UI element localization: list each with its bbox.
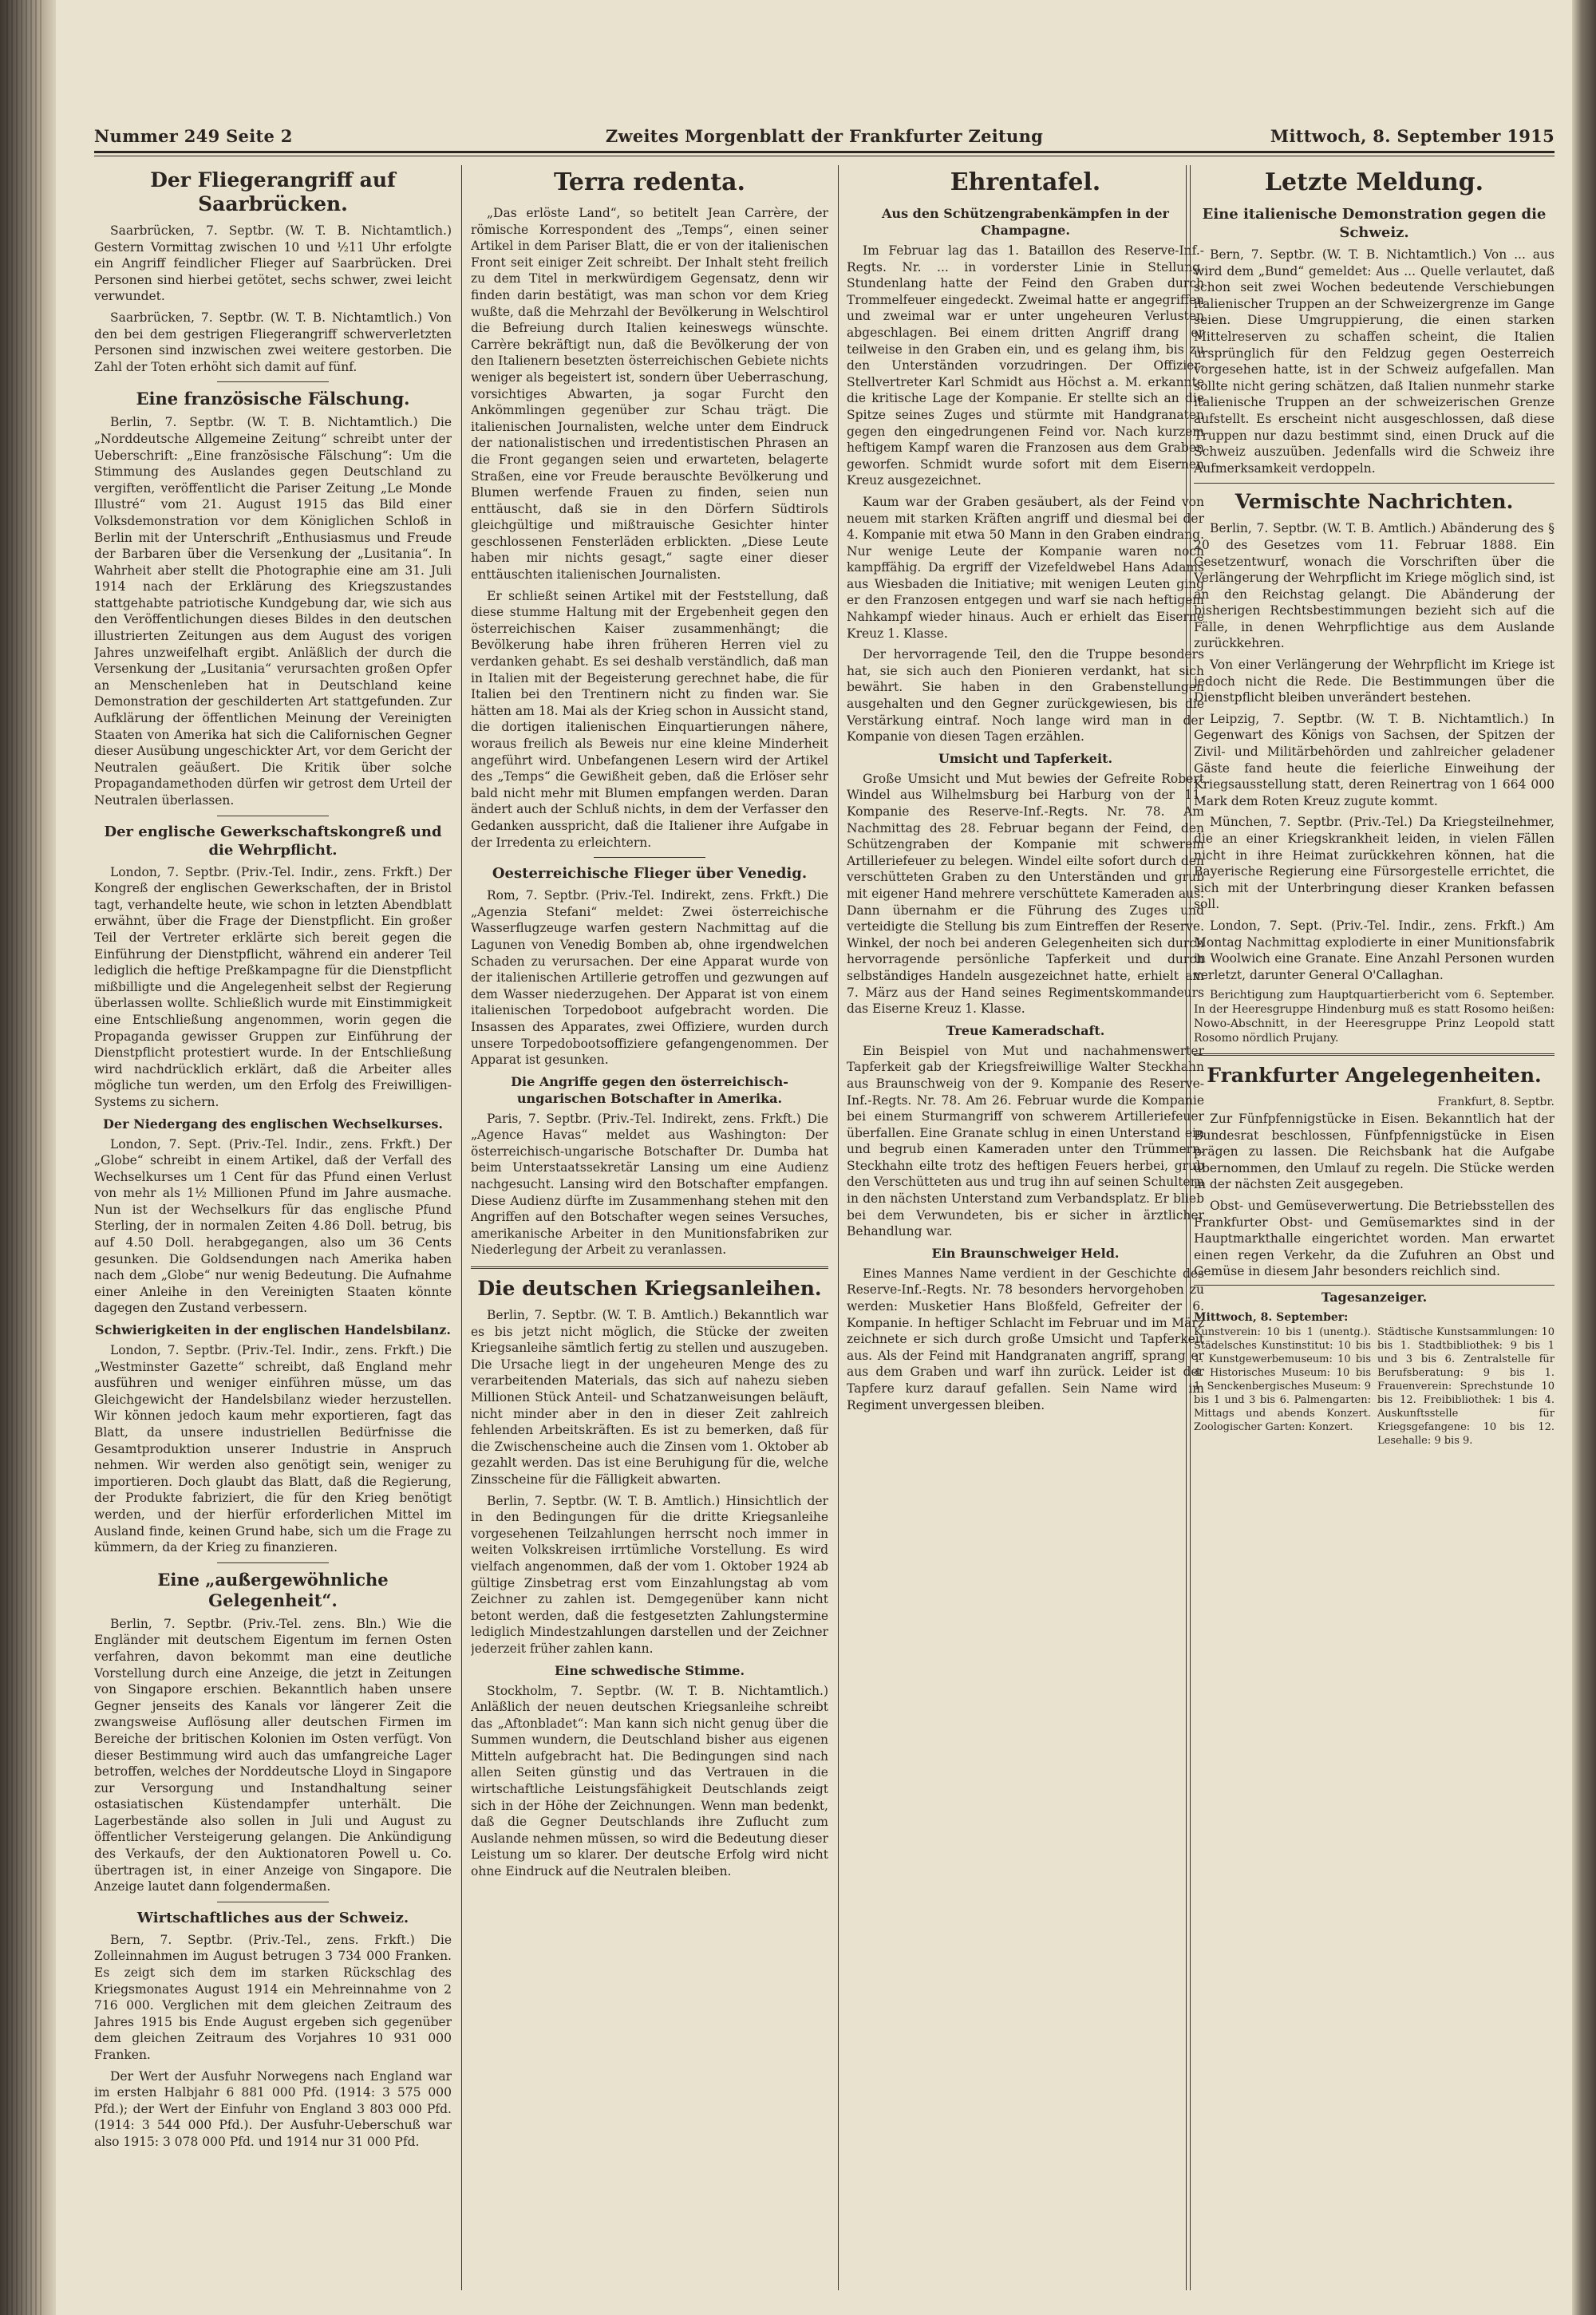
headline-braunschweiger-held: Ein Braunschweiger Held. bbox=[931, 1245, 1120, 1261]
article-text: „Das erlöste Land“, so betitelt Jean Carrère, der römische Korrespondent des „Temps“, einen seiner Artikel in dem Pariser Blatt, die er von der italienischen Front seit einiger Zeit schreibt. Der Inhalt steht freilich zu dem Titel in merkwürdigem Gegensatz, denn wir finden darin bestätigt, was man schon vor dem Krieg wußte, daß die Mehrzahl der Bevölkerung in Welschtirol die Befreiung durch Italien keineswegs wünschte. Carrère bekräftigt nun, daß die Bevölkerung der von den Italienern besetzten österreichischen Gebiete nichts weniger als begeistert ist, sondern über Ueberraschung, vorsichtiges Abwarten, ja sogar Furcht den Ankömmlingen gegenüber zur Schau trägt. Die italienischen Journalisten, welche unter dem Eindruck der nationalistischen und irredentistischen Phrasen an die Front gegangen seien und erwarteten, belagerte Straßen, eine vor Freude berauschte Bevölkerung und Blumen werfende Frauen zu finden, seien nun enttäuscht, daß sie in den Dörfern Südtirols gleichgültige und mißtrauische Gesichter hinter geschlossenen Fensterläden erblickten. „Diese Leute haben mir nichts gesagt,“ sagte einer dieser enttäuschten italienischen Journalisten. bbox=[471, 206, 828, 583]
column-3 bbox=[847, 165, 1204, 2290]
article-text: Berlin, 7. Septbr. (W. T. B. Amtlich.) Abänderung des § 20 des Gesetzes vom 11. Februar 1888. Ein Gesetzentwurf, wonach die Vorschriften über die Verlängerung der Wehrpflicht im Kriege möglich sind, ist an den Reichstag gelangt. Die Abänderung der bisherigen Rechtsbestimmungen bezieht sich auf die Fälle, in denen Wehrpflichtige aus dem Auslande zurückkehren. bbox=[1194, 521, 1555, 651]
article-text: Berlin, 7. Septbr. (W. T. B. Amtlich.) Bekanntlich war es bis jetzt nicht möglich, die Stücke der zweiten Kriegsanleihe sämtlich fertig zu stellen und auszugeben. Die Ursache liegt in der ungeheuren Menge des zu verarbeitenden Materials, das sich auf nahezu sieben Millionen Stück Anteil- und Schatzanweisungen beläuft, nicht minder aber in den in dieser Zeit zahlreich fehlenden Arbeitskräften. Es ist zu bemerken, daß für die Zwischenscheine auch die Zinsen vom 1. Oktober ab gezahlt werden. Das ist eine Beruhigung für die, welche Zinsscheine für die Fälligkeit abwarten. bbox=[471, 1308, 828, 1487]
column-1 bbox=[94, 165, 452, 2290]
subheadline-demonstration: Eine italienische Demonstration gegen die Schweiz. bbox=[1202, 206, 1547, 241]
column-rule bbox=[838, 165, 839, 2290]
article-text: Kaum war der Graben gesäubert, als der Feind von neuem mit starken Kräften angriff und diesmal bei der 4. Kompanie mit etwa 50 Mann in den Graben eindrang. Nur wenige Leute der Kompanie waren noch kampffähig. Da ergriff der Vizefeldwebel Hans Adams aus Wiesbaden die Initiative; mit wenigen Leuten ging er den Franzosen entgegen und warf sie nach heftigem Nahkampf wieder hinaus. Auch er erhielt das Eiserne Kreuz 1. Klasse. bbox=[847, 494, 1204, 641]
article-text: Er schließt seinen Artikel mit der Feststellung, daß diese stumme Haltung mit der Ergebenheit gegen den österreichischen Kaiser zusammenhängt; die Bevölkerung habe ihren früheren Herren viel zu verdanken gehabt. Es sei deshalb verständlich, daß man in Italien mit der Begeisterung gerechnet habe, die für Italien bei den Trentinern nicht zu finden war. Sie hätten am 18. Mai als der Krieg schon in Aussicht stand, die dortigen italienischen Einquartierungen nähere, woraus freilich als Beweis nur eine kleine Minderheit angeführt wird. Unbefangenen Lesern wird der Artikel des „Temps“ die Gewißheit geben, daß die Erlöser sehr bald nicht mehr mit Blumen empfangen werden. Daran ändert auch der Schluß nichts, in dem der Verfasser den Gedanken ausspricht, daß die Italiener ihre Aufgabe in der Irredenta zu erleichtern. bbox=[471, 588, 828, 850]
article-text: Zur Fünfpfennigstücke in Eisen. Bekanntlich hat der Bundesrat beschlossen, Fünfpfennigstücke in Eisen prägen zu lassen. Die Reichsbank hat die Aufgabe übernommen, den Umlauf zu regeln. Die Stücke werden in der nächsten Zeit ausgegeben. bbox=[1194, 1111, 1555, 1192]
separator bbox=[217, 1562, 329, 1563]
newspaper-page bbox=[94, 100, 1555, 2290]
separator bbox=[1194, 1285, 1555, 1286]
dateline: Frankfurt, 8. Septbr. bbox=[1437, 1096, 1555, 1109]
masthead-date: Mittwoch, 8. September 1915 bbox=[1270, 126, 1555, 146]
separator bbox=[1194, 483, 1555, 484]
article-text: London, 7. Sept. (Priv.-Tel. Indir., zens. Frkft.) Der „Globe“ schreibt in einem Artikel, daß der Verfall des Wechselkurses um 1 Cent für das Pfund einen Verlust von mehr als 1½ Millionen Pfund im Jahre ausmache. Nun ist der Wechselkurs für das englische Pfund Sterling, der in normalen Zeiten 4.86 Doll. betrug, bis auf 4.50 Doll. herabgegangen, also um 36 Cents gesunken. Die Goldsendungen nach Amerika haben nach dem „Globe“ nur wenig Bedeutung. Die Aufnahme einer Anleihe in den Vereinigten Staaten könnte dagegen den Zustand verbessern. bbox=[94, 1136, 452, 1316]
headline-ehrentafel: Ehrentafel. bbox=[950, 168, 1101, 196]
double-rule bbox=[1194, 1053, 1555, 1056]
headline-kameradschaft: Treue Kameradschaft. bbox=[946, 1022, 1105, 1038]
headline-letzte-meldung: Letzte Meldung. bbox=[1264, 168, 1484, 196]
headline-faelschung: Eine französische Fälschung. bbox=[136, 389, 410, 409]
headline-flieger-venedig: Oesterreichische Flieger über Venedig. bbox=[492, 865, 808, 883]
masthead-title: Zweites Morgenblatt der Frankfurter Zeitung bbox=[605, 126, 1044, 146]
article-text: München, 7. Septbr. (Priv.-Tel.) Da Kriegsteilnehmer, die an einer Kriegskrankheit leiden, in vielen Fällen nicht in ihre Heimat zurückkehren können, hat die Bayerische Regierung eine Fürsorgestelle errichtet, die sich mit der Unterbringung dieser Kranken befassen soll. bbox=[1194, 815, 1555, 912]
masthead-rule bbox=[94, 151, 1555, 153]
column-rule bbox=[461, 165, 462, 2290]
article-text: Obst- und Gemüseverwertung. Die Betriebsstellen des Frankfurter Obst- und Gemüsemarktes sind in der Hauptmarkthalle eingerichtet worden. Man erwartet einen regen Verkehr, da die Zufuhren an Obst und Gemüse in diesem Jahr besonders reichlich sind. bbox=[1194, 1198, 1555, 1279]
headline-saarbruecken: Der Fliegerangriff auf Saarbrücken. bbox=[150, 168, 396, 215]
article-text: Ein Beispiel von Mut und nachahmenswerter Tapferkeit gab der Kriegsfreiwillige Walter Steckhahn aus Braunschweig von der 9. Kompanie des Reserve-Inf.-Regts. Nr. 78. Am 26. Februar wurde die Kompanie bei einem Sturmangriff von schwerem Artilleriefeuer überfallen. Eine Granate schlug in einen Unterstand ein und begrub einen Kameraden unter den Trümmern. Steckhahn eilte trotz des heftigen Feuers herbei, grub den Verschütteten aus und trug ihn auf seinen Schultern in den nächsten Unterstand zum Verbandsplatz. Er blieb bei dem Verwundeten, bis er sicher in ärztlicher Behandlung war. bbox=[847, 1043, 1204, 1239]
headline-gelegenheit: Eine „außergewöhnliche Gelegenheit“. bbox=[157, 1569, 389, 1610]
page-edge bbox=[1572, 0, 1596, 2315]
article-text: Von einer Verlängerung der Wehrpflicht im Kriege ist jedoch nicht die Rede. Die Bestimmungen über die Dienstpflicht bleiben unverändert bestehen. bbox=[1194, 658, 1555, 705]
subheadline-champagne: Aus den Schützengrabenkämpfen in der Champagne. bbox=[882, 206, 1169, 238]
article-text: Stockholm, 7. Septbr. (W. T. B. Nichtamtlich.) Anläßlich der neuen deutschen Kriegsanleihe schreibt das „Aftonbladet“: Man kann sich nicht genug über die Summen wundern, die Deutschland bisher aus eigenen Mitteln aufgebracht hat. Die Bedingungen sind nach allen Seiten günstig und das Vertrauen in die wirtschaftliche Leistungsfähigkeit Deutschlands zeigt sich in der Höhe der Zeichnungen. Wenn man bedenkt, daß die Gegner Deutschlands ihre Zuflucht zum Auslande nehmen müssen, so wird die Bedeutung dieser Leistung um so klarer. Der deutsche Erfolg wird nicht ohne Eindruck auf die Neutralen bleiben. bbox=[471, 1683, 828, 1879]
article-text: London, 7. Sept. (Priv.-Tel. Indir., zens. Frkft.) Am Montag Nachmittag explodierte in einer Munitionsfabrik in Woolwich eine Granate. Eine Anzahl Personen wurden verletzt, darunter General O'Callaghan. bbox=[1194, 918, 1555, 982]
headline-kriegsanleihen: Die deutschen Kriegsanleihen. bbox=[477, 1277, 822, 1301]
headline-wechselkurs: Der Niedergang des englischen Wechselkurses. bbox=[103, 1116, 443, 1132]
article-text: London, 7. Septbr. (Priv.-Tel. Indir., zens. Frkft.) Der Kongreß der englischen Gewerkschaften, der in Bristol tagt, verhandelte heute, wie schon in letzten Abendblatt erwähnt, über die Frage der Dienstpflicht. Ein großer Teil der Vertreter erklärte sich bereit gegen die Einführung der Dienstpflicht, während ein anderer Teil lediglich die heftige Preßkampagne für die Dienstpflicht mißbilligte und die Angelegenheit selbst der Regierung überlassen wollte. Schließlich wurde mit Einstimmigkeit eine Entschließung angenommen, worin gegen die Propaganda gewisser Gruppen zur Einführung der Dienstpflicht protestiert wurde. In der Entschließung wird nachdrücklich erklärt, daß die Arbeiter alles mögliche tun werden, um den Erfolg des Freiwilligen-Systems zu sichern. bbox=[94, 864, 452, 1109]
schedule-columns bbox=[1194, 1325, 1555, 1448]
article-text: Große Umsicht und Mut bewies der Gefreite Robert Windel aus Wilhelmsburg bei Harburg von der 11. Kompanie des Reserve-Inf.-Regts. Nr. 78. Am Nachmittag des 28. Februar begann der Feind, den Schützengraben der Kompanie mit schwerem Artilleriefeuer zu belegen. Windel eilte sofort durch den verschütteten Graben zu den Unterständen und grub mit eigener Hand mehrere verschüttete Kameraden aus. Dann übernahm er die Führung des Zuges und verteidigte die Stellung bis zum Eintreffen der Reserve. Winkel, der noch bei anderen Gelegenheiten sich durch hervorragende persönliche Tapferkeit und durch selbständiges Handeln ausgezeichnet hatte, erhielt am 7. März aus der Hand seines Regimentskommandeurs das Eiserne Kreuz 1. Klasse. bbox=[847, 771, 1204, 1017]
article-text: Rom, 7. Septbr. (Priv.-Tel. Indirekt, zens. Frkft.) Die „Agenzia Stefani“ meldet: Zwei österreichische Wasserflugzeuge warfen gestern Nachmittag auf die Lagunen von Venedig Bomben ab, ohne irgendwelchen Schaden zu verursachen. Der eine Apparat wurde von der italienischen Artillerie getroffen und gezwungen auf dem Wasser niederzugehen. Der Apparat ist von einem italienischen Torpedoboot aufgebracht worden. Die Insassen des Apparates, zwei Offiziere, wurden durch unsere Torpedobootsoffiziere gefangengenommen. Der Apparat ist gesunken. bbox=[471, 888, 828, 1068]
schedule-left: Kunstverein: 10 bis 1 (unentg.). Städelsches Kunstinstitut: 10 bis 1. Kunstgewerbemuseum: 10 bis 4. Historisches Museum: 10 bis 1. Senckenbergisches Museum: 9 bis 1 und 3 bis 6. Palmengarten: Mittags und abends Konzert. Zoologischer Garten: Konzert. bbox=[1194, 1326, 1371, 1434]
headline-gewerkschaft: Der englische Gewerkschaftskongreß und die Wehrpflicht. bbox=[104, 823, 442, 859]
masthead bbox=[94, 117, 1555, 146]
headline-tagesanzeiger: Tagesanzeiger. bbox=[1321, 1289, 1428, 1305]
binding-stitches bbox=[6, 0, 41, 2315]
article-text: Berlin, 7. Septbr. (W. T. B. Nichtamtlich.) Die „Norddeutsche Allgemeine Zeitung“ schreibt unter der Ueberschrift: „Eine französische Fälschung“: Um die Stimmung des Auslandes gegen Deutschland zu vergiften, veröffentlicht die Pariser Zeitung „Le Monde Illustré“ vom 21. August 1915 das Bild einer Volksdemonstration vor dem Königlichen Schloß in Berlin mit der Unterschrift „Enthusiasmus und Freude der Barbaren über die Versenkung der „Lusitania“. In Wahrheit aber stellt die Photographie eine am 31. Juli 1914 nach der Erklärung des Kriegszustandes stattgehabte patriotische Kundgebung dar, wie sich aus den Veröffentlichungen dieses Bildes in den deutschen illustrierten Zeitungen aus dem August des vorigen Jahres unzweifelhaft ergibt. Anläßlich der durch die Versenkung der „Lusitania“ verursachten großen Opfer an Menschenleben hat in Deutschland keine Demonstration der geschilderten Art stattgefunden. Zur Aufklärung der öffentlichen Meinung der Vereinigten Staaten von Amerika hat sich die Californischen Gegner dieser Ausübung ungeschickter Art, vor dem Gericht der Neutralen geäußert. Die Kritik über solche Propagandamethoden dürfen wir getrost dem Urteil der Neutralen überlassen. bbox=[94, 415, 452, 808]
headline-terra-redenta: Terra redenta. bbox=[554, 168, 745, 196]
headline-botschafter: Die Angriffe gegen den österreichisch-ungarischen Botschafter in Amerika. bbox=[511, 1073, 788, 1106]
article-text: Berlin, 7. Septbr. (W. T. B. Amtlich.) Hinsichtlich der in den Bedingungen für die dritte Kriegsanleihe vorgesehenen Teilzahlungen herrscht noch immer in weiten Volkskreisen irrtümliche Vorstellung. Es wird vielfach angenommen, daß der vom 1. Oktober 1924 ab gültige Zinsbetrag erst vom Einzahlungstag ab vom Zeichner zu zahlen ist. Demgegenüber kann nicht betont werden, daß die festgesetzten Zahlungstermine lediglich Mindestzahlungen darstellen und der Zeichner jederzeit früher zahlen kann. bbox=[471, 1493, 828, 1656]
headline-umsicht: Umsicht und Tapferkeit. bbox=[938, 750, 1113, 766]
separator bbox=[217, 381, 329, 382]
article-text: Bern, 7. Septbr. (W. T. B. Nichtamtlich.) Von ... aus wird dem „Bund“ gemeldet: Aus ... Quelle verlautet, daß schon seit zwei Wochen bedeutende Verschiebungen italienischer Truppen an der Schweizergrenze im Gange seien. Diese Umgruppierung, die einen starken Mittelreserven zu schaffen scheint, die Italien ursprünglich für den Feldzug gegen Oesterreich vorgesehen hatte, ist in der Schweiz aufgefallen. Man sollte nicht gering schätzen, daß Italien nunmehr starke italienische Truppen an der schweizerischen Grenze aufstellt. Es erscheint nicht ausgeschlossen, daß diese Truppen nur dazu bestimmt sind, einen Druck auf die Schweiz auszuüben. Jedenfalls wird die Schweiz ihre Aufmerksamkeit verdoppeln. bbox=[1194, 247, 1555, 476]
article-text: Berlin, 7. Septbr. (Priv.-Tel. zens. Bln.) Wie die Engländer mit deutschem Eigentum im fernen Osten verfahren, davon bekommt man eine deutliche Vorstellung durch eine Anzeige, die jetzt in Zeitungen von Singapore erschien. Bekanntlich haben unsere Gegner jenseits des Kanals vor längerer Zeit die zwangsweise Auflösung aller deutschen Firmen im Bereiche der britischen Kolonien im Osten verfügt. Von dieser Bestimmung wird auch das umfangreiche Lager betroffen, welches der Norddeutsche Lloyd in Singapore zur Versorgung und Instandhaltung seiner ostasiatischen Küstendampfer unterhält. Die Lagerbestände also sollen in Juli und August zu öffentlicher Versteigerung gelangen. Die Ankündigung des Verkaufs, der den Auktionatoren Powell u. Co. übertragen ist, in einer Anzeige von Singapore. Die Anzeige lautet dann folgendermaßen. bbox=[94, 1616, 452, 1894]
article-text: Paris, 7. Septbr. (Priv.-Tel. Indirekt, zens. Frkft.) Die „Agence Havas“ meldet aus Washington: Der österreichisch-ungarische Botschafter Dr. Dumba hat beim Unterstaatssekretär Lansing um eine Audienz nachgesucht. Lansing wird den Botschafter empfangen. Diese Audienz dürfte im Zusammenhang stehen mit den Angriffen auf den Botschafter wegen seines Versuches, amerikanische Arbeiter in den Munitionsfabriken zur Niederlegung der Arbeit zu veranlassen. bbox=[471, 1111, 828, 1258]
headline-schweiz: Wirtschaftliches aus der Schweiz. bbox=[136, 1909, 409, 1926]
double-rule bbox=[471, 1266, 828, 1269]
schedule-right: Städtische Kunstsammlungen: 10 bis 1. Stadtbibliothek: 9 bis 1 und 3 bis 6. Zentralstelle für Berufsberatung: 9 bis 1. Frauenverein: Sprechstunde 10 bis 12. Freibibliothek: 1 bis 4. Auskunftsstelle für Kriegsgefangene: 10 bis 12. Lesehalle: 9 bis 9. bbox=[1377, 1326, 1555, 1448]
article-text: Bern, 7. Septbr. (Priv.-Tel., zens. Frkft.) Die Zolleinnahmen im August betrugen 3 734 000 Franken. Es zeigt sich dem im starken Rückschlag des Kriegsmonates August 1914 ein Mehreinnahme von 2 716 000. Verglichen mit dem gleichen Zeitraum des Jahres 1915 bis Ende August ergeben sich gegenüber dem gleichen Zeitraum des Vorjahres 10 931 000 Franken. bbox=[94, 1932, 452, 2062]
article-text: Der hervorragende Teil, den die Truppe besonders hat, sie sich auch den Pionieren verdankt, hat sich bewährt. Sie haben in den Grabenstellungen ausgehalten und den Gegner zurückgewiesen, bis die Verstärkung eintraf. Noch lange wird man in der Kompanie von diesen Tagen erzählen. bbox=[847, 647, 1204, 745]
article-text: Eines Mannes Name verdient in der Geschichte des Reserve-Inf.-Regts. Nr. 78 besonders hervorgehoben zu werden: Musketier Hans Bloßfeld, Gefreiter der 6. Kompanie. In heftiger Schlacht im Februar und im März zeichnete er sich durch große Umsicht und Tapferkeit aus. Als der Feind mit Handgranaten angriff, sprang er aus dem Graben und warf ihn zurück. Leider ist der Tapfere kurz darauf gefallen. Sein Name wird im Regiment unvergessen bleiben. bbox=[847, 1266, 1204, 1412]
column-4 bbox=[1194, 165, 1555, 2290]
article-text: Leipzig, 7. Septbr. (W. T. B. Nichtamtlich.) In Gegenwart des Königs von Sachsen, der Spitzen der Zivil- und Militärbehörden und zahlreicher geladener Gäste fand heute die feierliche Einweihung der Kriegsausstellung statt, deren Reinertrag von 1 664 000 Mark dem Roten Kreuz zugute kommt. bbox=[1194, 711, 1555, 808]
article-text: London, 7. Septbr. (Priv.-Tel. Indir., zens. Frkft.) Die „Westminster Gazette“ schreibt, daß England mehr ausführen und weniger einführen müsse, um das Gleichgewicht der Handelsbilanz wieder herzustellen. Wir können jedoch kaum mehr exportieren, fagt das Blatt, da unsere industriellen Bedürfnisse die Gesamtproduktion unserer Industrie in Anspruch nehmen. Wir werden also genötigt sein, weniger zu importieren. Doch glaubt das Blatt, daß die Regierung, der Produkte fabriziert, die für den Krieg benötigt werden, und der hierfür erforderlichen Mittel im Ausland finde, keinen Grund habe, sich um die Frage zu kümmern, da der Krieg zu finanzieren. bbox=[94, 1343, 452, 1555]
article-text: Saarbrücken, 7. Septbr. (W. T. B. Nichtamtlich.) Von den bei dem gestrigen Fliegerangriff schwerverletzten Personen sind inzwischen zwei weitere gestorben. Die Zahl der Toten erhöht sich damit auf fünf. bbox=[94, 310, 452, 374]
article-text: Berichtigung zum Hauptquartierbericht vom 6. September. In der Heeresgruppe Hindenburg muß es statt Rosomo heißen: Nowo-Abschnitt, in der Heeresgruppe Prinz Leopold statt Rosomo nördlich Prujany. bbox=[1194, 989, 1555, 1045]
masthead-issue: Nummer 249 Seite 2 bbox=[94, 126, 293, 146]
headline-frankfurter: Frankfurter Angelegenheiten. bbox=[1207, 1064, 1542, 1088]
schedule-date: Mittwoch, 8. September: bbox=[1194, 1310, 1349, 1324]
column-2 bbox=[471, 165, 828, 2290]
headline-schwedische-stimme: Eine schwedische Stimme. bbox=[554, 1662, 745, 1678]
headline-vermischte: Vermischte Nachrichten. bbox=[1235, 490, 1514, 514]
separator bbox=[594, 857, 705, 858]
article-text: Saarbrücken, 7. Septbr. (W. T. B. Nichtamtlich.) Gestern Vormittag zwischen 10 und ½11 Uhr erfolgte ein Angriff feindlicher Flieger auf Saarbrücken. Drei Personen sind hierbei getötet, sechs schwer, zwei leicht verwundet. bbox=[94, 223, 452, 304]
article-text: Der Wert der Ausfuhr Norwegens nach England war im ersten Halbjahr 6 881 000 Pfd. (1914: 3 575 000 Pfd.); der Wert der Einfuhr von England 3 803 000 Pfd. (1914: 3 544 000 Pfd.). Der Ausfuhr-Ueberschuß war also 1915: 3 078 000 Pfd. und 1914 nur 31 000 Pfd. bbox=[94, 2068, 452, 2149]
article-text: Im Februar lag das 1. Bataillon des Reserve-Inf.-Regts. Nr. ... in vorderster Linie in Stellung. Stundenlang hatte der Feind den Graben durch Trommelfeuer eingedeckt. Zweimal hatte er angegriffen und zweimal war er unter ungeheuren Verlusten abgeschlagen. Bei einem dritten Angriff drang er teilweise in den Graben ein, und es gelang ihm, bis zu den Unterständen vorzudringen. Der Offizier-Stellvertreter Karl Schmidt aus Höchst a. M. erkannte die kritische Lage der Kompanie. Er stellte sich an die Spitze seines Zuges und stürmte mit Handgranaten gegen den eingedrungenen Feind vor. Nach kurzem heftigem Kampf waren die Franzosen aus dem Graben geworfen. Schmidt wurde sofort mit dem Eisernen Kreuz ausgezeichnet. bbox=[847, 243, 1204, 488]
headline-handelsbilanz: Schwierigkeiten in der englischen Handelsbilanz. bbox=[95, 1322, 451, 1338]
